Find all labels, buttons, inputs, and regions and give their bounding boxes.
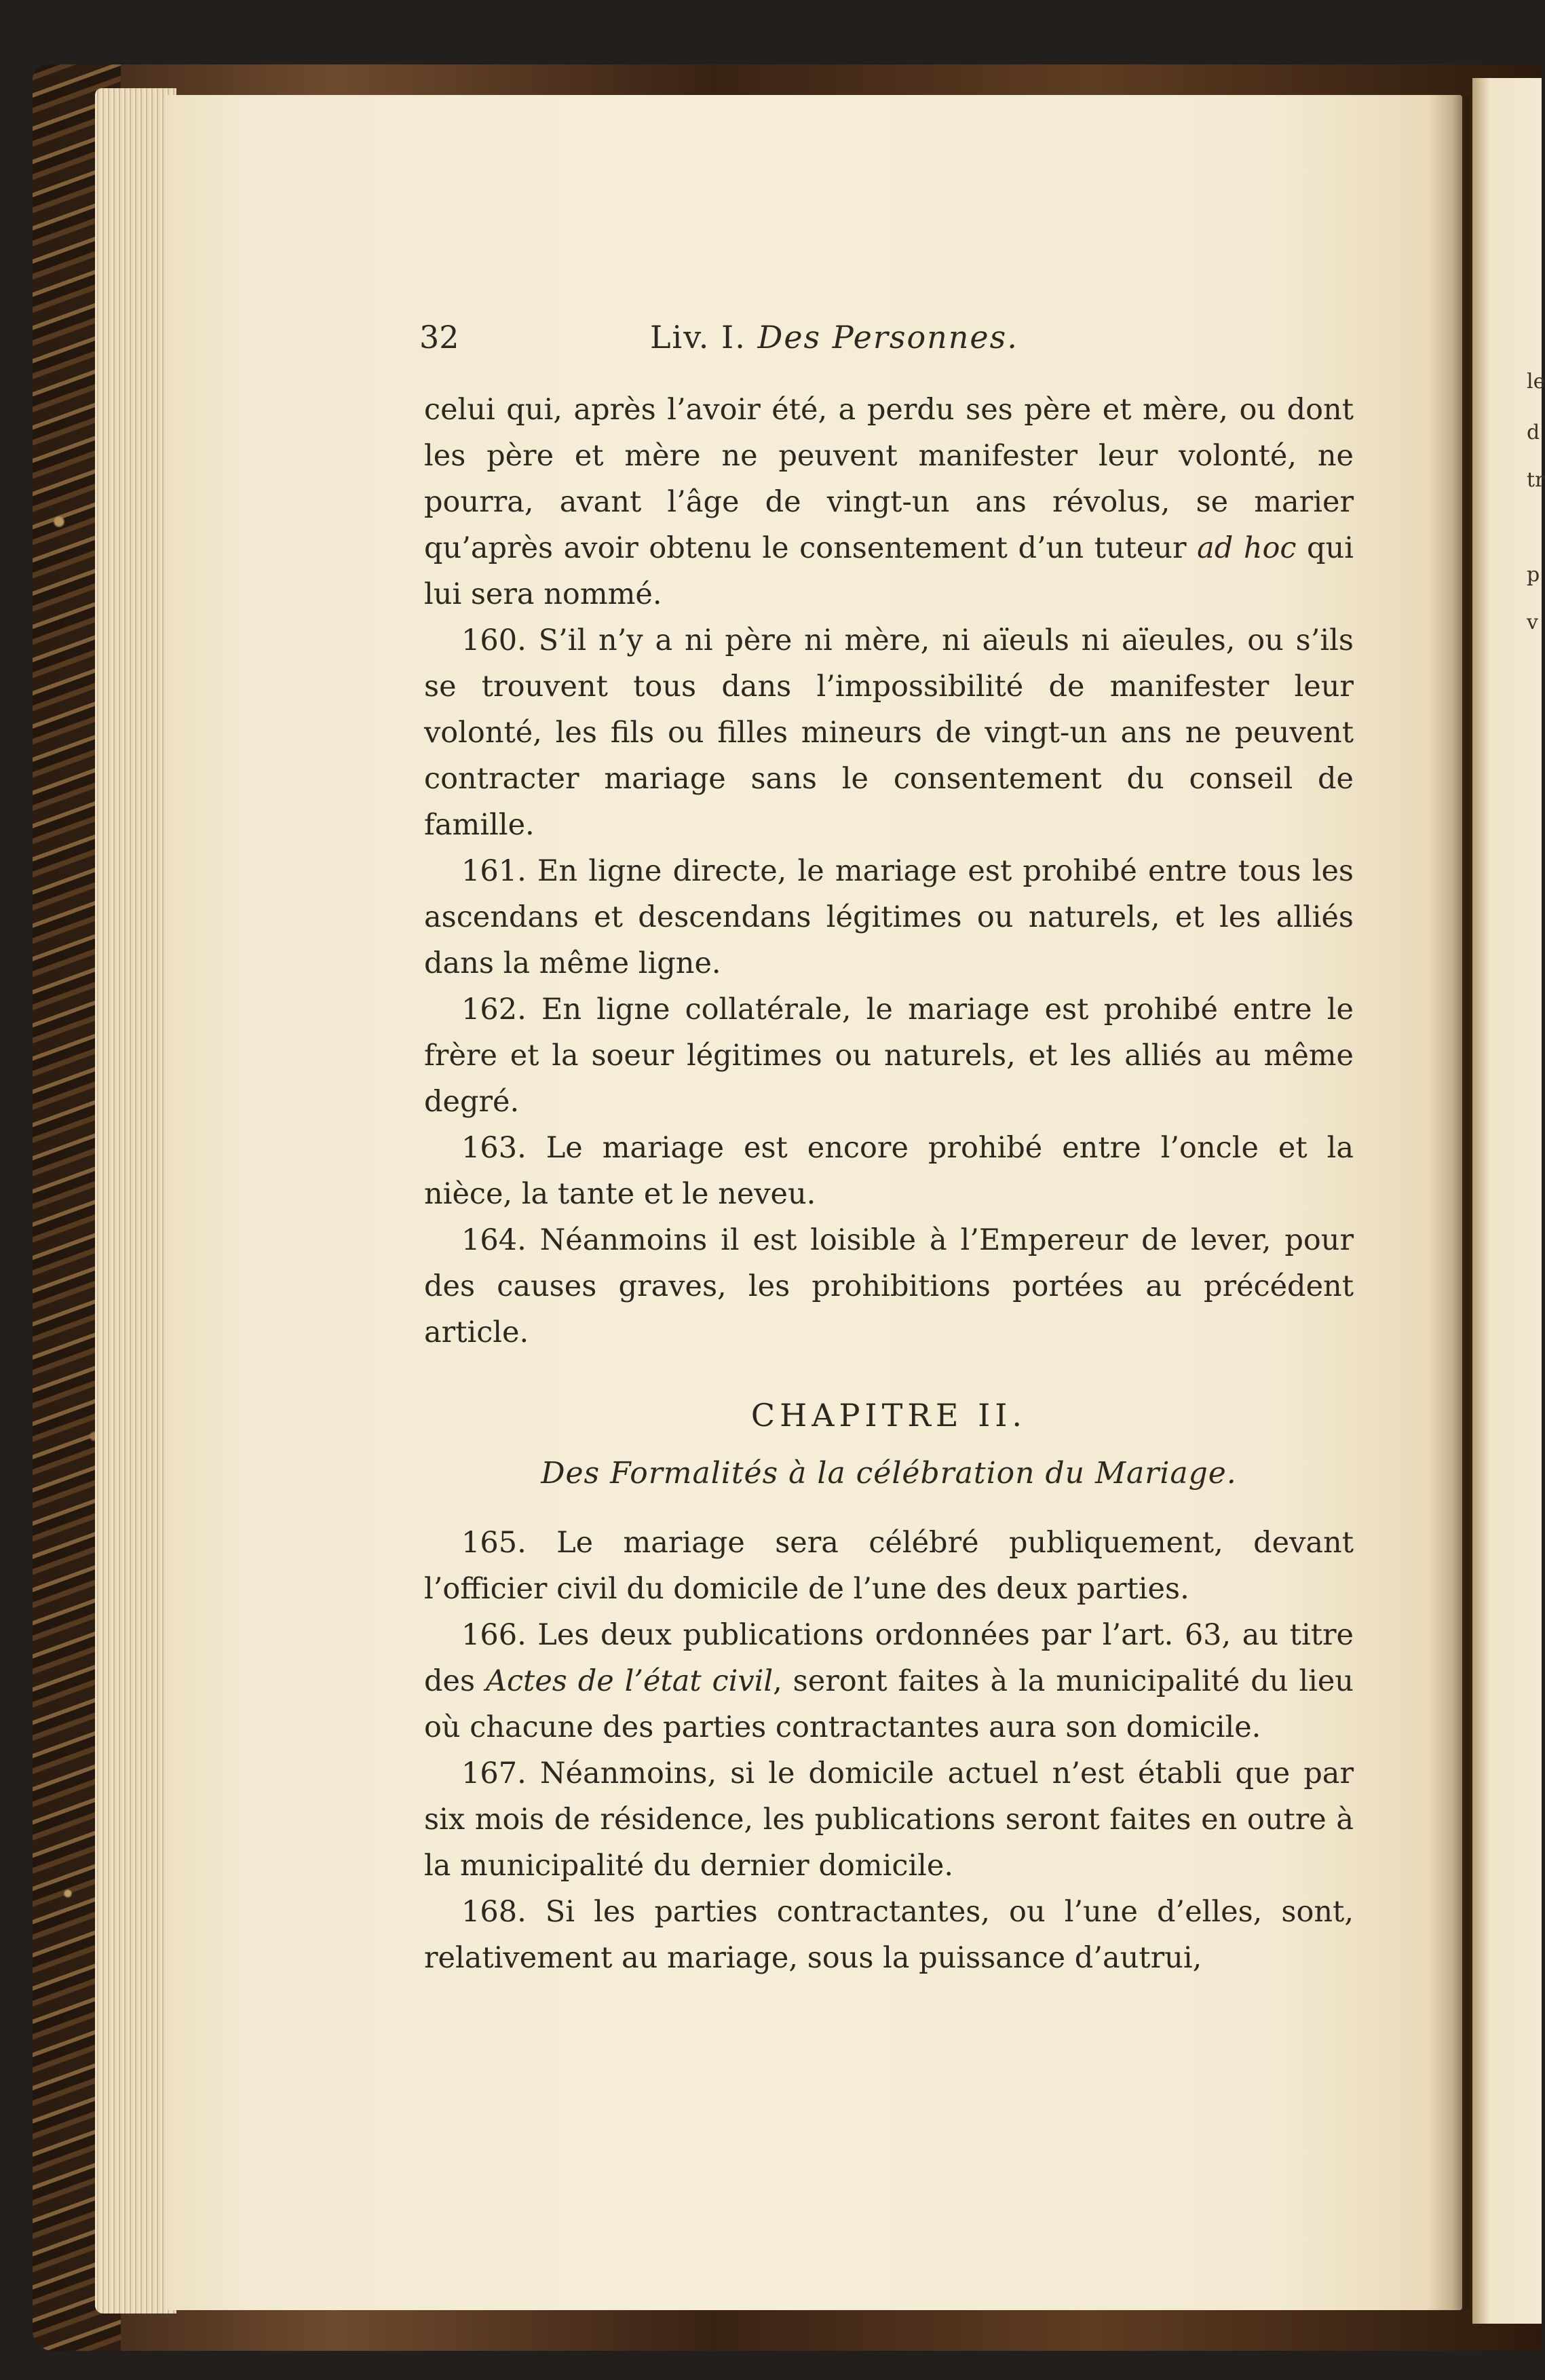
facing-page-fragment: tr: [1527, 468, 1545, 492]
article-166: 166. Les deux publications ordonnées par l’art. 63, au titre des Actes de l’état civil, seront faites à la municipalité du lieu où chacune des parties contractantes aura son domicile.: [424, 1618, 1354, 1744]
page-header: [419, 319, 1424, 360]
article-162: 162. En ligne collatérale, le mariage est prohibé entre le frère et la soeur légitimes ou naturels, et les alliés au même degré.: [424, 993, 1354, 1119]
running-head: [650, 319, 1018, 356]
page-edges: [95, 88, 176, 2314]
chapter-heading: CHAPITRE II.: [750, 1397, 1027, 1434]
facing-page-fragment: le: [1527, 370, 1545, 394]
facing-page-fragment: d: [1527, 421, 1540, 444]
article-167: 167. Néanmoins, si le domicile actuel n’est établi que par six mois de résidence, les publications seront faites en outre à la municipalité du dernier domicile.: [424, 1757, 1354, 1883]
article-161: 161. En ligne directe, le mariage est prohibé entre tous les ascendans et descendans légitimes ou naturels, et les alliés dans la même ligne.: [424, 854, 1354, 980]
latin-term: ad hoc: [1197, 531, 1297, 565]
article-164: 164. Néanmoins il est loisible à l’Empereur de lever, pour des causes graves, les prohibitions portées au précédent article.: [424, 1223, 1354, 1349]
page-body: [424, 387, 1354, 1981]
chapter-subtitle: Des Formalités à la célébration du Mariage.: [541, 1456, 1237, 1491]
page-number: 32: [419, 319, 459, 356]
facing-page: [1472, 78, 1545, 2324]
cross-reference-title: Actes de l’état civil: [485, 1664, 774, 1698]
page-gutter: [1428, 95, 1469, 2310]
running-head-book: Liv. I.: [650, 319, 746, 356]
article-168: 168. Si les parties contractantes, ou l’une d’elles, sont, relativement au mariage, sous la puissance d’autrui,: [424, 1895, 1354, 1975]
article-165: 165. Le mariage sera célébré publiquement, devant l’officier civil du domicile de l’une des deux parties.: [424, 1526, 1354, 1606]
running-head-title: Des Personnes.: [757, 319, 1018, 356]
article-163: 163. Le mariage est encore prohibé entre l’oncle et la nièce, la tante et le neveu.: [424, 1131, 1354, 1211]
facing-page-fragment: v: [1527, 611, 1538, 634]
article-160: 160. S’il n’y a ni père ni mère, ni aïeuls ni aïeules, ou s’ils se trouvent tous dans l’impossibilité de manifester leur volonté, les fils ou filles mineurs de vingt-un ans ne peuvent contracter mariage sans le consentement du conseil de famille.: [424, 623, 1354, 842]
facing-page-fragment: p: [1527, 563, 1540, 587]
paragraph-continued: celui qui, après l’avoir été, a perdu ses père et mère, ou dont les père et mère ne peuvent manifester leur volonté, ne pourra, avant l’âge de vingt-un ans révolus, se marier qu’après avoir obtenu le consentement d’un tuteur ad hoc qui lui sera nommé.: [424, 393, 1354, 611]
